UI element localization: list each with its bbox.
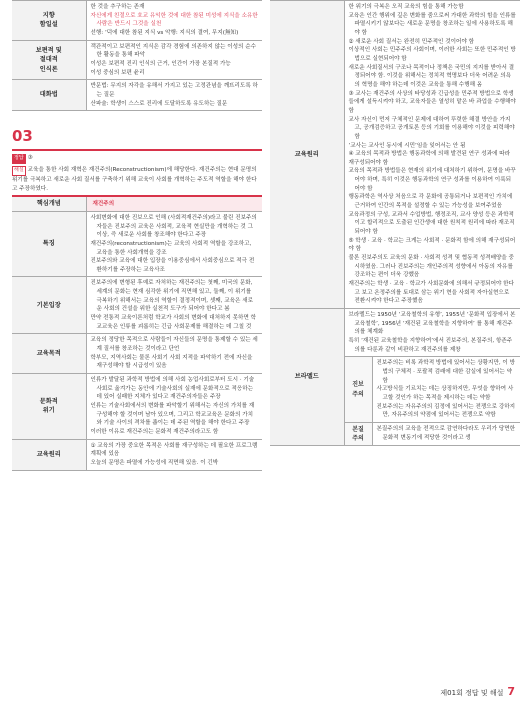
row-label: 대화법 — [12, 80, 86, 111]
reconstructionism-table — [12, 195, 262, 470]
head-value: 재건주의 — [86, 196, 262, 211]
right-column — [270, 0, 520, 446]
text-line: 진보주의는 비록 과학적 방법에 있어서는 상황지만, 이 방법의 구체적 · 포괄적 검래에 대한 감실에 있어서는 약함 — [376, 360, 516, 384]
row-label: 지향 함일설 — [12, 1, 86, 41]
section-number: 03 — [12, 127, 33, 146]
row-content — [372, 357, 520, 423]
text-line: 이성은 보편적 진리 인식의 근거, 인간이 가장 본질적 가능 — [90, 60, 231, 67]
explanation — [12, 166, 262, 193]
row-content — [86, 277, 262, 334]
left-column — [12, 0, 262, 471]
row-label: 브라멜드 — [270, 308, 344, 445]
text-line: ④ 교육의 목적과 방법은 행동과학에 의해 발견된 연구 성과에 따라 재구성되어야 함 — [348, 151, 511, 166]
text-line: ③ 교사는 재건주의 사상의 타당성과 긴급성을 민주적 방법으로 학생들에게 설득시켜야 하고, 교육자들은 열성히 맡은 바 과업을 수행해야 함 — [348, 90, 516, 114]
table-row — [12, 1, 262, 41]
page-footer — [440, 683, 515, 700]
text-line: 교사 자신이 먼저 구체적인 문제에 대하여 뚜렷한 해결 방안을 가지고, 공개검증하고 공개토론 등의 기회를 이용해야 이것을 피력해야 함 — [348, 116, 515, 140]
table-row — [270, 308, 520, 356]
sub-label: 본질 주의 — [344, 422, 372, 446]
text-line: 객관적이고 보편적인 지식은 감각 경험에 의존하지 않는 이성의 순수한 활동을 통해 파악 — [90, 43, 257, 59]
row-content — [344, 308, 520, 356]
answer-value: ③ — [27, 155, 33, 162]
text-line: ② 새로운 사회 질서는 완전히 민주적인 것이어야 함 — [348, 38, 475, 45]
table-row — [12, 211, 262, 277]
text-line: 한 위기의 극복은 오직 교육의 힘을 통해 가능함 — [348, 4, 464, 10]
row-label: 문화적 위기 — [12, 374, 86, 440]
row-label: 교육원리 — [270, 1, 344, 309]
text-line: 교육과정의 구성, 교과서 수업방법, 행정조직, 교사 양성 등은 과학적이고 합리적으로 도출된 인간생애 대한 원칙적 원리에 따라 재조직되어야 함 — [348, 211, 515, 236]
row-content — [344, 1, 520, 309]
text-line: 만약 전통적 교육이론처럼 학교가 사회의 변화에 대처하지 못하면 학교교육은 인류를 괴롭히는 긴급 사회문제를 해결하는 데 그칠 것 — [90, 315, 257, 330]
text-line: 재건주의는 학생 · 교육 · 학교가 사회문화에 의해서 규정되어야 한다고 보고 온정주의를 토대로 삼는 위기 현을 사회적 자아실현으로 전환시켜야 한다고 주장했음 — [348, 281, 514, 305]
text-line: 오늘의 문명은 파멸에 가능성에 직면해 있음. 이 긴박 — [90, 459, 219, 466]
footer-label: 제01회 정답 및 해설 — [440, 688, 504, 697]
text-line: 불론 진보주의도 교육의 문화 · 사회적 성격 및 협동적 성격배양을 중시하였음. 그러나 진보주의는 개인주의적 성향에서 아동의 자유를 강조하는 편이 더욱 강했음 — [348, 255, 514, 279]
row-content — [86, 439, 262, 470]
text-line: 학부모, 지역사회는 물론 사회기 사회 지적을 파악하기 전에 자신을 재구성해야 할 시급성이 있음 — [90, 354, 253, 370]
right-table — [270, 0, 520, 446]
text-line: 진보주의에 변형된 후예로 자처하는 재건주의는 첫째, 미국의 문화, 세계의 문화는 현재 심각한 위기에 직면해 있고, 둘째, 이 위기를 극복하기 위해서는 교육의 역할이 결정적이며, 셋째, 교육은 새로운 사회의 건설을 위한 실천적 도구가 되어야 한다고 봄 — [90, 280, 253, 313]
text-line: 선행: ‘덕에 대한 참된 지식 vs 악행: 지식의 결여, 무지(無知) — [90, 29, 239, 36]
text-line: 특히 ‘재건된 교육철학을 지향하여’에서 진보주의, 본질주의, 항존주의를 다룬과 같이 비판하고 재건주의를 제창 — [348, 337, 513, 353]
text-line: 이상적인 사회는 민주주의 사회이며, 이러한 사회는 또한 민주적인 방법으로 실현되어야 함 — [348, 47, 516, 62]
row-label: 보편적 및 절대적 인식론 — [12, 40, 86, 80]
text-line: 사고방식들 기르치는 데는 상징하지만, 무엇을 향하여 사고할 것인가 하는 목적을 제시하는 데는 약함 — [376, 386, 514, 401]
text-line: 한 것을 추구하는 존재 — [90, 4, 145, 10]
table-row — [270, 1, 520, 309]
table-row — [12, 40, 262, 80]
sub-label: 진보 주의 — [344, 357, 372, 423]
text-line: 진보주의와 교육에 대한 입장을 이용중심에서 사회중심으로 적극 전환하기를 주장하는 교육사조 — [90, 258, 255, 273]
text-line: 교육의 목적과 방법들은 현재의 위기에 대처하기 위하여, 문명을 바꾸어야 하며, 특히 이것은 행동과학의 연구 성과를 이용하여 이룩되어야 함 — [348, 168, 516, 192]
text-line: 반문법: 무지의 자각을 유해서 가지고 있는 고정관념을 깨뜨리도록 하는 질문 — [90, 83, 258, 98]
table-row — [12, 374, 262, 440]
page-number: 7 — [507, 684, 515, 698]
text-line: 행동과학은 역사상 처음으로 각 문화에 공통되거나 보편적인 가치에 근거하여 인간의 목적을 설정할 수 있는 가능성을 보여주었음 — [348, 194, 513, 210]
row-content — [86, 334, 262, 374]
section-03 — [12, 125, 262, 193]
row-label: 교육원리 — [12, 439, 86, 470]
text-line: 교육의 정당한 목적으로 사람들이 자신들의 문명을 통제할 수 있는 세계 질서를 창조하는 것이라고 단언 — [90, 337, 258, 353]
text-line: 산파술: 학생이 스스로 진리에 도달하도록 유도하는 질문 — [90, 100, 228, 107]
text-line: 진보주의는 자유주의의 김정에 있어서는 전쟁으로 강하지만, 자유주의의 약점에 있어서는 전쟁으로 약함 — [376, 403, 516, 419]
row-label: 특징 — [12, 211, 86, 277]
text-line: ⑤ 학생 · 교육 · 학교는 크게는 사회적 · 문화적 함에 의해 재구성되어야 함 — [348, 237, 516, 253]
text-line: 교육은 인간 행위에 깊은 변화를 줌으로써 가대한 과학의 힘을 인류를 파멸시키기 않보다는 새로운 문명을 창조하는 일에 사용하도록 해야 함 — [348, 12, 516, 36]
row-content — [86, 40, 262, 80]
table-row — [12, 439, 262, 470]
text-line: 본질주의의 교육을 전적으로 감연하다라도 우리가 당면한 문화적 변동기에 적당한 것이라고 생 — [376, 426, 516, 442]
row-label: 기본입장 — [12, 277, 86, 334]
text-line: 인류는 기술사회에서의 변화를 파악할기 위해서는 자신의 가치를 재구성해야 할 것이며 남아 있으며, 그리고 학교교육은 문화의 가치와 기술 사이의 격차를 좁이는 데 주된 역할을 해야 한다고 주장 — [90, 403, 255, 427]
text-line: 자신에게 친절으로 호교 유익한 것에 대한 참된 미성에 지식을 소유한 사람은 반드시 그것을 실천 — [90, 12, 258, 28]
table-row — [12, 80, 262, 111]
section-rule — [12, 149, 262, 151]
row-content — [372, 422, 520, 446]
table-head-row — [12, 196, 262, 211]
table-row — [12, 334, 262, 374]
text-line: 새로운 사회질서의 구조나 목적이나 정책은 국민의 지지를 받아서 결정되어야 함. 이것을 위해서는 정치적 혁명보다 더욱 어려운 의욕의 혁명을 해야 하는데 이것은 교육을 통해 수행해 옴 — [348, 64, 515, 88]
answer-tag: 정답 — [12, 154, 26, 164]
explanation-text: 교육을 통한 사회 재혁은 재건주의(Reconstructionism)에 해당한다. 재건주의는 현대 문명의 위기를 극복하고 새로운 사회 질서를 구축하기 위해 교육이 사회를 개혁하는 주도적 역할을 해야 한다고 주장하였다. — [12, 167, 257, 192]
philosophy-table — [12, 0, 262, 111]
text-line: 브라멜드는 1950년 ‘교육철학의 유형’, 1955년 ‘문화적 입장에서 본 교육철학’, 1956년 ‘재건된 교육철학을 지향하여’ 를 통해 재건주의를 체계화 — [348, 311, 516, 336]
text-line: ‘교사는 교사인 동시에 시민’임을 잊어서는 안 됨 — [348, 142, 466, 149]
text-line: 재건주의(reconstructionism)는 교육의 사회적 역할을 강조하고, 교육을 통한 사회개혁을 강조 — [90, 240, 252, 256]
row-content — [86, 80, 262, 111]
row-content — [86, 1, 262, 41]
explanation-tag: 해설 — [12, 166, 26, 176]
table-row — [12, 277, 262, 334]
text-line: 이성 중심의 보편 윤리 — [90, 69, 145, 76]
text-line: 이러한 이유로 재건주의는 문화적 재건주의라고도 함 — [90, 428, 219, 435]
text-line: ① 교육의 가장 중요한 목적은 사회를 재구성하는 데 필요한 프로그램 계획에 있음 — [90, 442, 258, 458]
answer-line — [12, 154, 262, 164]
text-line: 인류가 발달된 과학적 방법에 의해 사회 농업사회로부터 도시 · 기술사회로 옮겨가는 동안에 기술사회의 실재에 문화적으로 적응하는 데 있어 실패한 지체가 있다고 재건주의자들은 주장 — [90, 377, 255, 401]
text-line: 사회변화에 대한 진보으로 인해 (사회적재건주의)라고 불린 진보주의자들은 진보주의 교육은 사회적, 교육적 현실만을 개혁하는 것 그 이상, 즉 새로운 사회를 창조해야 한다고 주장 — [90, 214, 257, 239]
row-content — [86, 211, 262, 277]
row-label: 교육목적 — [12, 334, 86, 374]
row-content — [86, 374, 262, 440]
head-label: 핵심개념 — [12, 196, 86, 211]
